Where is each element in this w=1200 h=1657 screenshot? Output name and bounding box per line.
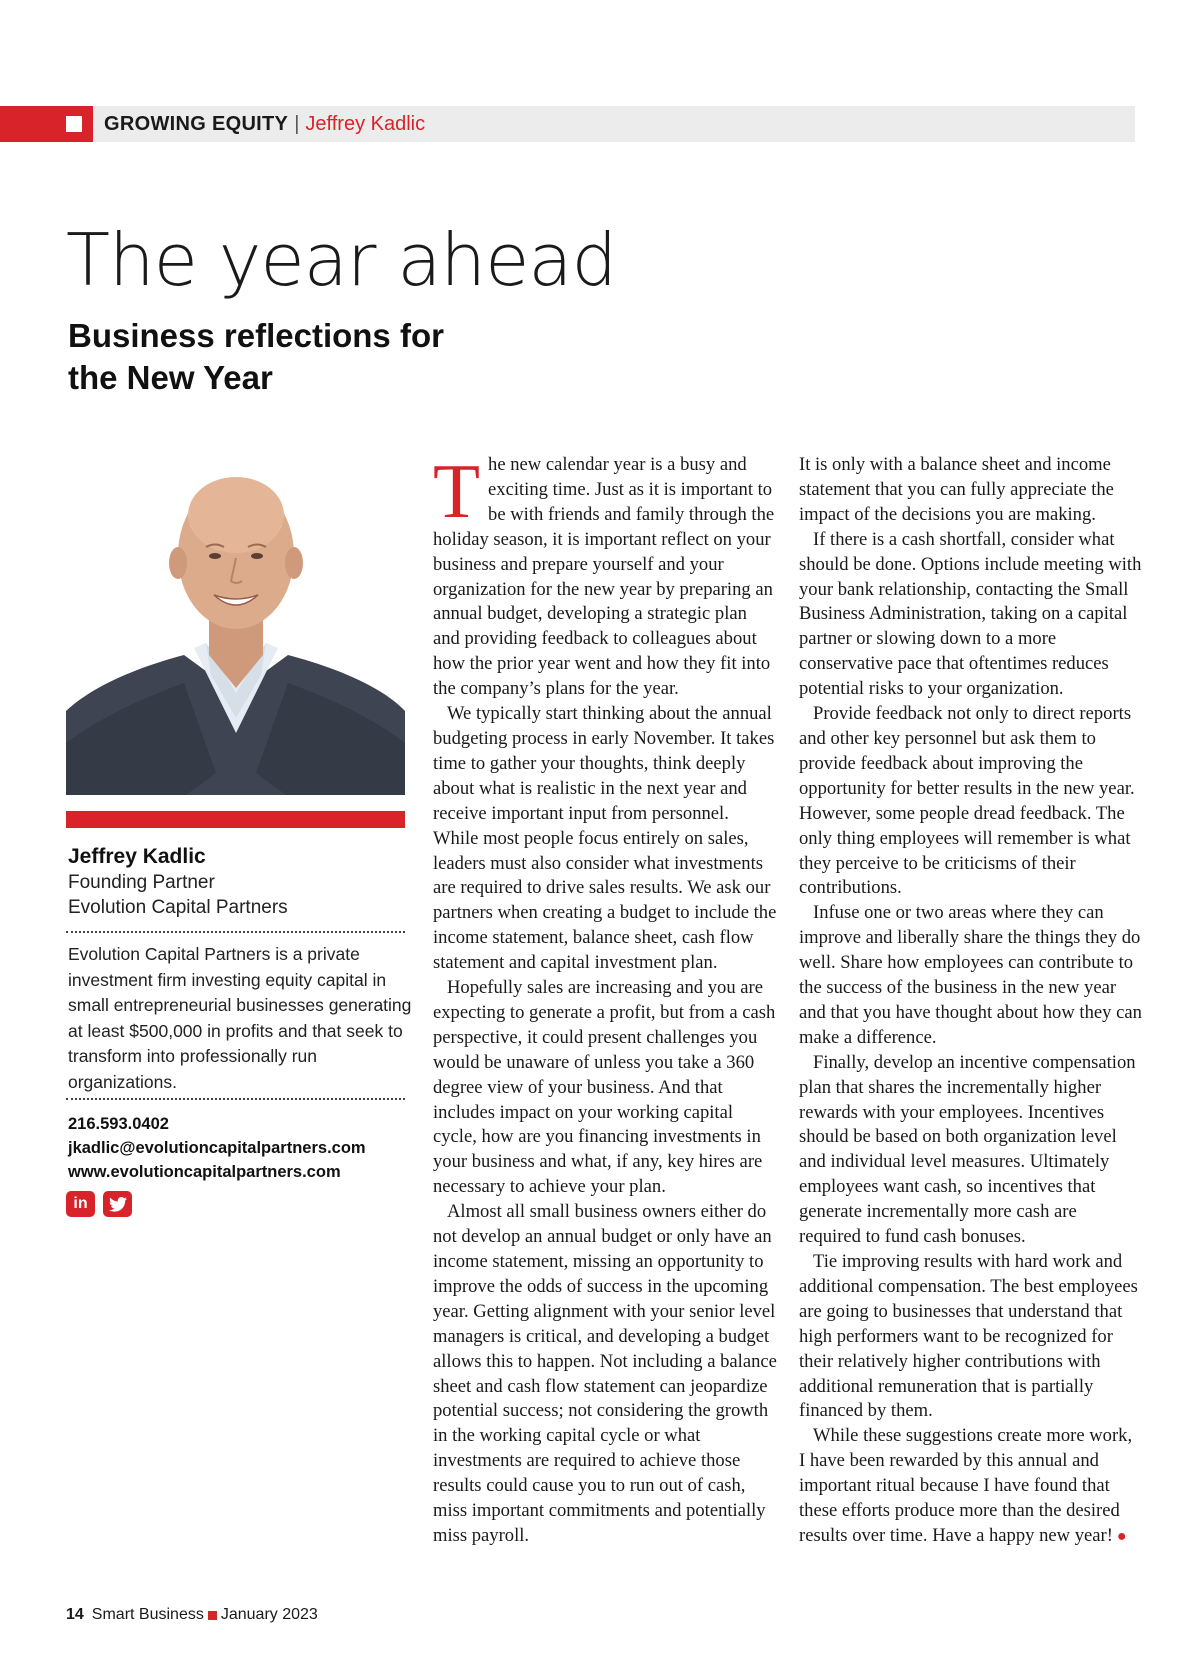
twitter-bird-icon (109, 1197, 127, 1212)
article-paragraph: Tie improving results with hard work and additional compensation. The best employees are going to businesses that understand that high performers want to be recognized for their relatively higher contributions with additional remuneration that is partially financed by them. (799, 1251, 1138, 1422)
article-paragraph: Hopefully sales are increasing and you are expecting to generate a profit, but from a cash perspective, it could present challenges you would be unaware of unless you take a 360 degree view of your business. And that includes impact on your working capital cycle, how are you financing investments in your business and what, if any, key hires are necessary to achieve your plan. (433, 977, 776, 1198)
publication-name: Smart Business (91, 1606, 204, 1623)
social-links (66, 1191, 132, 1217)
article-column-2 (799, 453, 1142, 1550)
section-header-bar (0, 106, 1135, 142)
square-icon (66, 116, 82, 132)
footer-square-icon (208, 1611, 217, 1620)
article-paragraph: Infuse one or two areas where they can improve and liberally share the things they do well. Share how employees can contribute to the success of the business in the new year and that you have thought about how they can make a difference. (799, 902, 1142, 1048)
dotted-divider (66, 1098, 405, 1100)
header-author: Jeffrey Kadlic (305, 112, 426, 135)
phone-number: 216.593.0402 (68, 1115, 169, 1133)
article-column-1 (433, 448, 778, 1549)
article-paragraph: If there is a cash shortfall, consider what should be done. Options include meeting with your bank relationship, contacting the Small Business Administration, taking on a capital partner or slowing down to a more conservative pace that oftentimes reduces potential risks to your organization. (799, 528, 1142, 700)
contact-block (68, 1112, 366, 1184)
linkedin-icon[interactable]: in (66, 1191, 95, 1217)
author-photo (66, 443, 405, 795)
article-paragraph: Almost all small business owners either do not develop an annual budget or only have an income statement, missing an opportunity to improve the odds of success in the upcoming year. Getting alignment with your senior level managers is critical, and developing a budget allows this to happen. Not including a balance sheet and cash flow statement can jeopardize potential success; not considering the growth in the working capital cycle or what investments are required to achieve those results could cause you to run out of cash, miss important commitments and potentially miss payroll. (433, 1201, 777, 1546)
author-role: Founding Partner (68, 872, 215, 893)
header-separator: | (294, 112, 300, 135)
author-organization: Evolution Capital Partners (68, 897, 288, 918)
end-mark-icon: ● (1116, 1527, 1127, 1545)
dotted-divider (66, 931, 405, 933)
author-bio: Evolution Capital Partners is a private investment firm investing equity capital in small entrepreneurial businesses generating at least $500,000 in profits and that seek to transform into professionally run organizations. (68, 944, 412, 1092)
photo-accent-bar (66, 811, 405, 828)
author-portrait-illustration (66, 443, 405, 795)
article-title: The year ahead (66, 218, 617, 302)
page-number: 14 (66, 1606, 84, 1623)
issue-date: January 2023 (220, 1606, 318, 1623)
article-paragraph: Finally, develop an incentive compensation plan that shares the incrementally higher rewards with your employees. Incentives should be based on both organization level and individual level measures. Ultimately employees want cash, so incentives that generate incrementally more cash are required to fund cash bonuses. (799, 1051, 1136, 1248)
drop-cap: T (433, 448, 481, 534)
article-paragraph: It is only with a balance sheet and income statement that you can fully appreciate the impact of the decisions you are making. (799, 454, 1114, 525)
author-name: Jeffrey Kadlic (68, 845, 206, 868)
email-link[interactable]: jkadlic@evolutioncapitalpartners.com (68, 1139, 366, 1157)
article-paragraph: We typically start thinking about the annual budgeting process in early November. It takes time to gather your thoughts, think deeply about what is realistic in the next year and receive important input from personnel. While most people focus entirely on sales, leaders must also consider what investments are required to drive sales results. We ask our partners when creating a budget to include the income statement, balance sheet, cash flow statement and capital investment plan. (433, 703, 777, 974)
header-accent-block (0, 106, 93, 142)
article-subtitle: Business reflections for the New Year (68, 317, 444, 396)
article-paragraph: Provide feedback not only to direct reports and other key personnel but ask them to provide feedback about improving the opportunity for better results in the new year. However, some people dread feedback. The only thing employees will remember is what they perceive to be criticisms of their contributions. (799, 703, 1135, 899)
page-footer (66, 1606, 318, 1624)
website-link[interactable]: www.evolutioncapitalpartners.com (68, 1163, 341, 1181)
section-name: GROWING EQUITY (104, 112, 289, 135)
article-paragraph: The new calendar year is a busy and exciting time. Just as it is important to be with friends and family through the holiday season, it is important reflect on your business and prepare yourself and your organization for the new year by preparing an annual budget, developing a strategic plan and providing feedback to colleagues about how the prior year went and how they fit into the company’s plans for the year. (433, 448, 775, 700)
article-paragraph: While these suggestions create more work, I have been rewarded by this annual and important ritual because I have found that these efforts produce more than the desired results over time. Have a happy new year! ● (799, 1425, 1133, 1546)
twitter-icon[interactable] (103, 1191, 132, 1217)
